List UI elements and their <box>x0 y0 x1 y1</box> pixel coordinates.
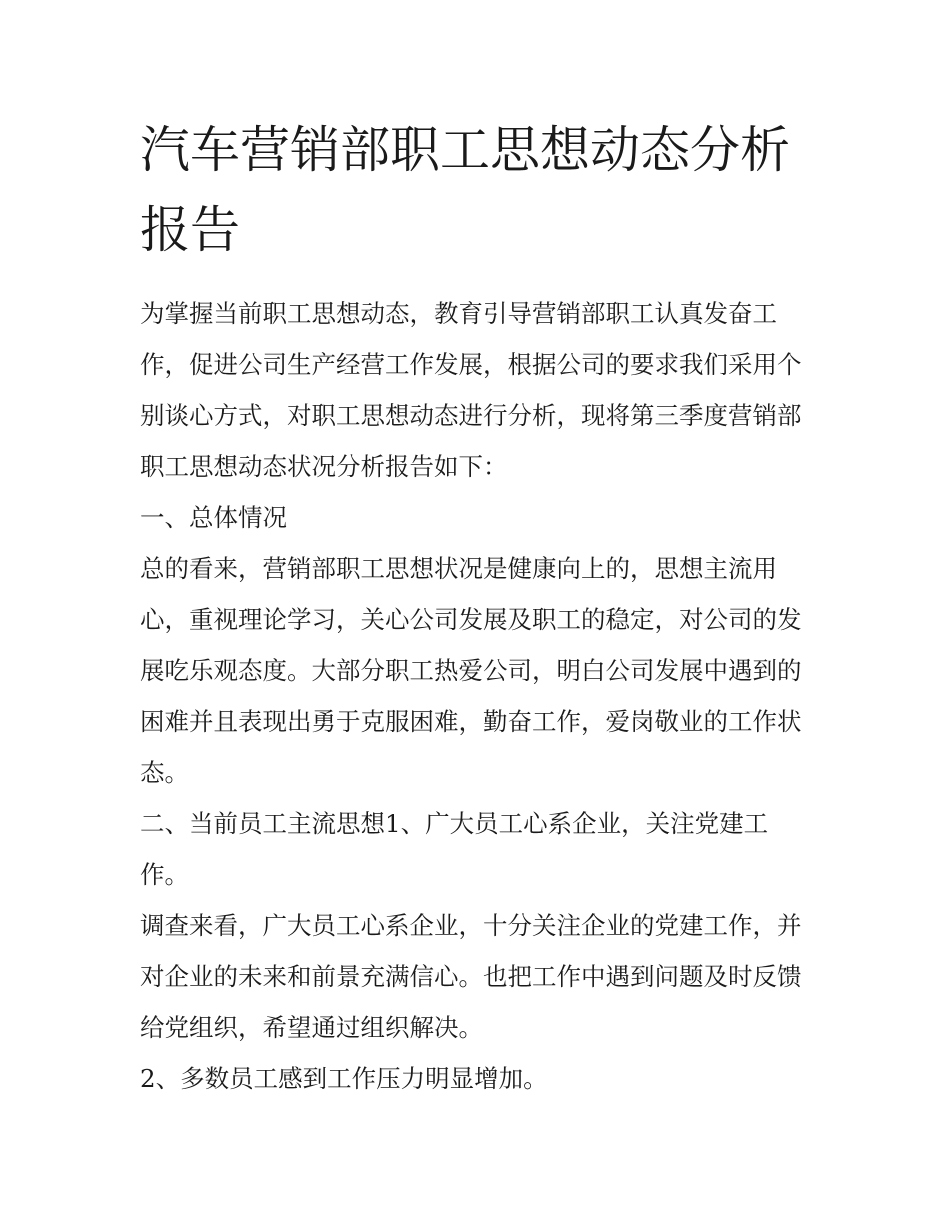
section-heading-overall: 一、总体情况 <box>140 503 287 532</box>
overall-paragraph: 总的看来，营销部职工思想状况是健康向上的，思想主流用心，重视理论学习，关心公司发展及职工的稳定，对公司的发展吃乐观态度。大部分职工热爱公司，明白公司发展中遇到的困难并且表现出勇于克服困难，勤奋工作，爱岗敬业的工作状态。 <box>140 554 802 787</box>
document-title: 汽车营销部职工思想动态分析报告 <box>140 121 790 259</box>
pressure-item: 2、多数员工感到工作压力明显增加。 <box>140 1064 548 1093</box>
document-page <box>140 110 815 1104</box>
survey-paragraph: 调查来看，广大员工心系企业，十分关注企业的党建工作，并对企业的未来和前景充满信心。也把工作中遇到问题及时反馈给党组织，希望通过组织解决。 <box>140 911 802 1042</box>
intro-paragraph: 为掌握当前职工思想动态，教育引导营销部职工认真发奋工作，促进公司生产经营工作发展，根据公司的要求我们采用个别谈心方式，对职工思想动态进行分析，现将第三季度营销部职工思想动态状况分析报告如下： <box>140 299 802 481</box>
section-heading-mainstream: 二、当前员工主流思想1、广大员工心系企业，关注党建工作。 <box>140 809 769 889</box>
